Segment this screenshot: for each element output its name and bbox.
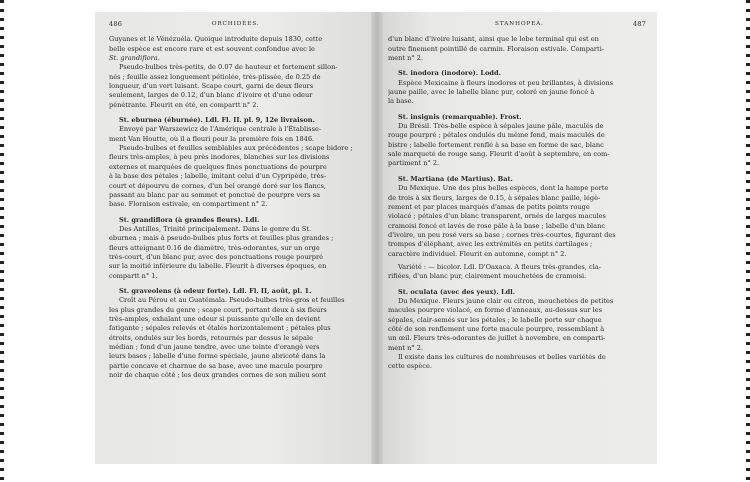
text-line: les plus grandes du genre ; scape court, portant deux à six fleurs [109,305,327,314]
text-line: eburnea ; mais à pseudo-bulbes plus forts et feuilles plus grandes ; [109,234,334,243]
species-heading: St. inodora (inodore). Lodd. [398,69,501,78]
right-running-head: STANHOPEA. [495,21,544,27]
left-running-head: ORCHIDÉES. [211,21,260,27]
open-book-scan [95,12,657,464]
text-line: cette espèce. [388,362,432,371]
text-line: Des Antilles, Trinité principalement. Dans le genre du St. [119,224,312,233]
text-line: à la base des pétales ; labelle, imitant celui d'un Cypripède, très- [109,172,327,181]
text-line: très-court, d'un blanc pur, avec des ponctuations rouge pourpré [109,252,324,261]
text-line: Pseudo-bulbes très-petits, de 0.07 de hauteur et fortement sillon- [119,63,338,72]
text-line: trompes d'éléphant, avec les extrémités en petits cartilages ; [388,240,593,249]
text-line: Espèce Mexicaine à fleurs inodores et peu brillantes, à divisions [398,78,614,87]
text-line: violacé ; pétales d'un blanc transparent, ornés de larges macules [388,212,606,221]
text-line: sale marqueté de rouge sang. Fleurit d'août à septembre, en com- [388,150,610,159]
text-line: jaune paille, avec le labelle blanc pur, coloré en jaune foncé à [388,88,595,97]
text-line: ment Van Houtte, où il a fleuri pour la première fois en 1846. [109,134,315,143]
text-line: ment n° 2. [388,343,424,352]
text-line: Du Mexique. Fleurs jaune clair ou citron, mouchetées de petites [398,296,614,305]
text-line: médian ; fond d'un jaune tendre, avec une teinte d'orangé vers [109,343,320,351]
right-page-text [388,20,646,372]
text-line: étroits, ondulés sur les bords, retournés par dessus le sépale [109,333,313,342]
text-line: fleurs atteignant 0.16 de diamètre, très-odorantes, sur un orge [109,243,320,252]
text-line: rement et par places marqués d'amas de petits points rouge [388,202,590,211]
text-line: noir de chaque côté ; les deux grandes cornes de son milieu sont [109,371,327,380]
species-heading: St. insignis (remarquable). Frost. [398,112,522,121]
text-line: rifiées, d'un blanc pur, clairement mouchetées de cramoisi. [388,272,587,281]
text-line: Croît au Pérou et au Guatémala. Pseudo-bulbes très-gros et feuilles [119,296,345,305]
text-line: externes et marquées de quelques fines ponctuations de pourpre [109,162,327,171]
text-line: Du Mexique. Une des plus belles espèces, dont la hampe porte [398,184,609,193]
variety-line: Variété : — bicolor. Ldl. D'Oaxaca. A fleurs très-grandes, cla- [398,262,601,271]
text-line: partiment n° 2. [388,159,440,168]
right-page [376,12,657,464]
text-line: Du Brésil. Très-belle espèce à sépales jaune pâle, maculés de [398,122,604,131]
right-page-header [388,20,646,29]
text-line: leurs bases ; labelle d'une forme spéciale, jaune abricoté dans la [109,352,326,361]
text-line: un œil. Fleurs très-odorantes de juillet à novembre, en comparti- [388,334,606,343]
scan-edge-right [746,0,750,482]
left-page [95,12,376,464]
text-line: Il existe dans les cultures de nombreuses et belles variétés de [398,353,606,361]
left-page-text [109,20,367,380]
text-line: partie concave et charnue de sa base, avec une macule pourpre [109,361,323,370]
text-line: bistre ; labelle fortement renflé à sa base en forme de sac, blanc [388,140,604,149]
text-line: côté de son renflement une forte macule pourpre, ressemblant à [388,324,605,333]
text-line: Envoyé par Warszewicz de l'Amérique centrale à l'Établisse- [119,125,322,134]
text-line: cramoisi foncé et lavés de rose pâle à la base ; labelle d'un blanc [388,221,606,230]
text-line: sépales, clair-semés sur les pétales ; le labelle porte sur chaque [388,315,602,324]
scan-edge-left [0,0,4,482]
species-heading: St. graveolens (à odeur forte). Ldl. Fl. II, août, pl. 1. [119,286,312,295]
text-line: de trois à six fleurs, larges de 0.15, à sépales blanc paille, légè- [388,193,601,202]
text-line: seulement, larges de 0.12, d'un blanc d'ivoire et d'une odeur [109,91,313,100]
text-line: Guyanes et le Vénézuéla. Quoique introduite depuis 1830, cette [109,35,323,44]
text-line: caractère individuel. Fleurit en automne, compt n° 2. [388,249,567,258]
text-line: outre finement pointillé de carmin. Floraison estivale. Comparti- [388,44,605,53]
text-line: sur la moitié inférieure du labelle. Fleurit à diverses époques, en [109,262,327,271]
text-line: compartt n° 1. [109,271,158,280]
text-line: ment n° 2. [388,54,424,63]
species-heading: St. Martiana (de Martius). Bat. [398,174,513,183]
species-heading: St. eburnea (éburnée). Ldl. Fl. II. pl. 9, 12e livraison. [119,116,315,125]
text-line: macules pourpre violacé, en forme d'anneaux, au-dessus sur les [388,306,603,315]
text-line: la base. [388,97,414,106]
species-heading: St. oculata (avec des yeux). Ldl. [398,287,516,296]
text-line: longueur, d'un vert luisant. Scape court, garni de deux fleurs [109,82,314,91]
text-line: très-amples, exhalant une odeur si puissante qu'elle en devient [109,314,321,323]
text-line: passant au blanc par au sommet et ponctué de pourpre vers sa [109,190,321,199]
text-line: St. grandiflora. [109,54,160,63]
text-line: court et dépourvu de cornes, d'un bel orangé doré sur les flancs, [109,181,326,190]
text-line: pénétrante. Fleurit en été, en compartt n° 2. [109,100,259,109]
species-heading: St. grandiflora (à grandes fleurs). Ldl. [119,215,260,224]
text-line: fleurs très-amples, à peu près inodores, blanches sur les divisions [109,153,330,162]
text-line: fatigante ; sépales relevés et étalés horizontalement ; pétales plus [109,324,331,333]
book-gutter [371,12,383,464]
text-line: rouge pourpré ; pétales ondulés du même fond, mais maculés de [388,131,605,140]
text-line: d'ivoire, un peu rosé vers sa base ; cornes très-courtes, figurant des [388,230,616,239]
text-line: belle espèce est encore rare et est souvent confondue avec le [109,44,315,53]
left-page-header [109,20,367,29]
text-line: nés ; feuille assez longuement pétiolée, très-plissée, de 0.25 de [109,72,321,81]
text-line: base. Floraison estivale, en compartiment n° 2. [109,200,268,209]
text-line: d'un blanc d'ivoire luisant, ainsi que le lobe terminal qui est en [388,35,599,44]
text-line: Pseudo-bulbes et feuilles semblables aux précédentes ; scape bidore ; [119,144,353,153]
right-page-number: 487 [632,20,646,28]
left-page-number: 486 [109,20,123,28]
